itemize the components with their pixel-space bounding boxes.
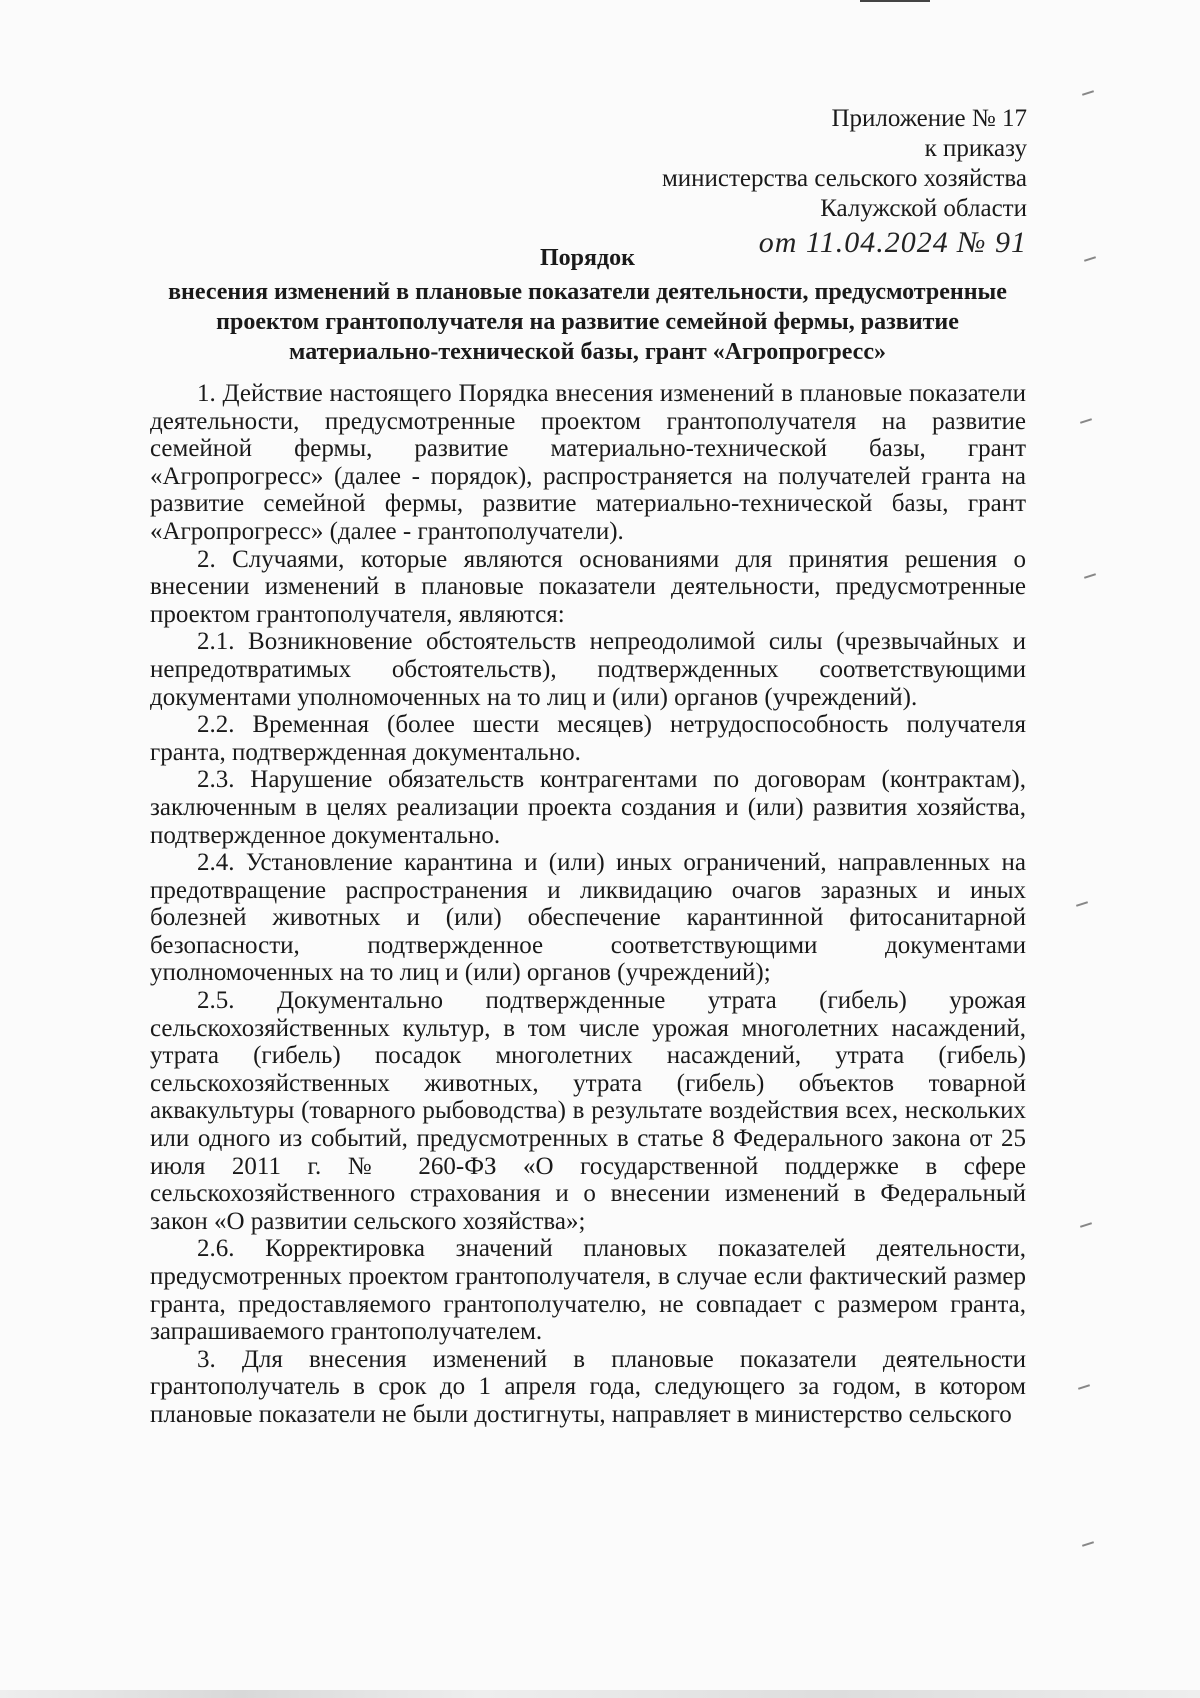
scan-artifact (1078, 1384, 1090, 1390)
handwritten-date: от 11.04.2024 № 91 (758, 226, 1027, 259)
paragraph-3: 3. Для внесения изменений в плановые показатели деятельности грантополучатель в срок до 1 апреля года, следующего за годом, в котором плановые показатели не были достигнуты, направляет в министерство сельского (150, 1345, 1026, 1428)
paragraph-2-4: 2.4. Установление карантина и (или) иных ограничений, направленных на предотвращение распространения и ликвидацию очагов заразных и иных болезней животных и (или) обеспечение карантинной фитосанитарной безопасности, подтвержденное соответствующими документами уполномоченных на то лиц и (или) органов (учреждений); (150, 849, 1026, 987)
appendix-to-order: к приказу (924, 135, 1027, 162)
title-main: Порядок (540, 245, 635, 271)
scan-artifact-bottom (0, 1690, 1200, 1698)
scan-artifact (1080, 418, 1092, 424)
appendix-header (662, 104, 1027, 260)
paragraph-2: 2. Случаями, которые являются основаниями для принятия решения о внесении изменений в плановые показатели деятельности, предусмотренные проектом грантополучателя, являются: (150, 545, 1026, 628)
paragraph-2-1: 2.1. Возникновение обстоятельств непреодолимой силы (чрезвычайных и непредотвратимых обстоятельств), подтвержденных соответствующими документами уполномоченных на то лиц и (или) органов (учреждений). (150, 628, 1026, 711)
paragraph-2-2: 2.2. Временная (более шести месяцев) нетрудоспособность получателя гранта, подтвержденная документально. (150, 711, 1026, 766)
scan-artifact (1082, 90, 1094, 96)
appendix-region: Калужской области (820, 195, 1027, 222)
title-line-3: материально-технической базы, грант «Агропрогресс» (289, 339, 886, 365)
scan-artifact (1076, 901, 1088, 907)
scan-artifact (1080, 1222, 1092, 1228)
scan-artifact (1082, 1541, 1094, 1547)
scan-artifact (1084, 573, 1096, 579)
document-title (150, 243, 1025, 367)
paragraph-1: 1. Действие настоящего Порядка внесения изменений в плановые показатели деятельности, предусмотренные проектом грантополучателя на развитие семейной фермы, развитие материально-технической базы, грант «Агропрогресс» (далее - порядок), распространяется на получателей гранта на развитие семейной фермы, развитие материально-технической базы, грант «Агропрогресс» (далее - грантополучатели). (150, 380, 1026, 545)
paragraph-2-6: 2.6. Корректировка значений плановых показателей деятельности, предусмотренных проектом грантополучателя, в случае если фактический размер гранта, предоставляемого грантополучателю, не совпадает с размером гранта, запрашиваемого грантополучателем. (150, 1235, 1026, 1346)
document-body (150, 380, 1026, 1429)
scan-artifact (1084, 256, 1096, 262)
title-line-1: внесения изменений в плановые показатели деятельности, предусмотренные (168, 279, 1007, 305)
paragraph-2-5: 2.5. Документально подтвержденные утрата (гибель) урожая сельскохозяйственных культур, в том числе урожая многолетних насаждений, утрата (гибель) посадок многолетних насаждений, утрата (гибель) сельскохозяйственных животных, утрата (гибель) объектов товарной аквакультуры (товарного рыбоводства) в результате воздействия всех, нескольких или одного из событий, предусмотренных в статье 8 Федерального закона от 25 июля 2011 г. № 260-ФЗ «О государственной поддержке в сфере сельскохозяйственного страхования и о внесении изменений в Федеральный закон «О развитии сельского хозяйства»; (150, 987, 1026, 1235)
appendix-number: Приложение № 17 (831, 105, 1027, 132)
scan-artifact-top (860, 0, 930, 2)
appendix-ministry: министерства сельского хозяйства (661, 165, 1027, 192)
paragraph-2-3: 2.3. Нарушение обязательств контрагентами по договорам (контрактам), заключенным в целях реализации проекта создания и (или) развития хозяйства, подтвержденное документально. (150, 766, 1026, 849)
title-line-2: проектом грантополучателя на развитие семейной фермы, развитие (216, 309, 959, 335)
